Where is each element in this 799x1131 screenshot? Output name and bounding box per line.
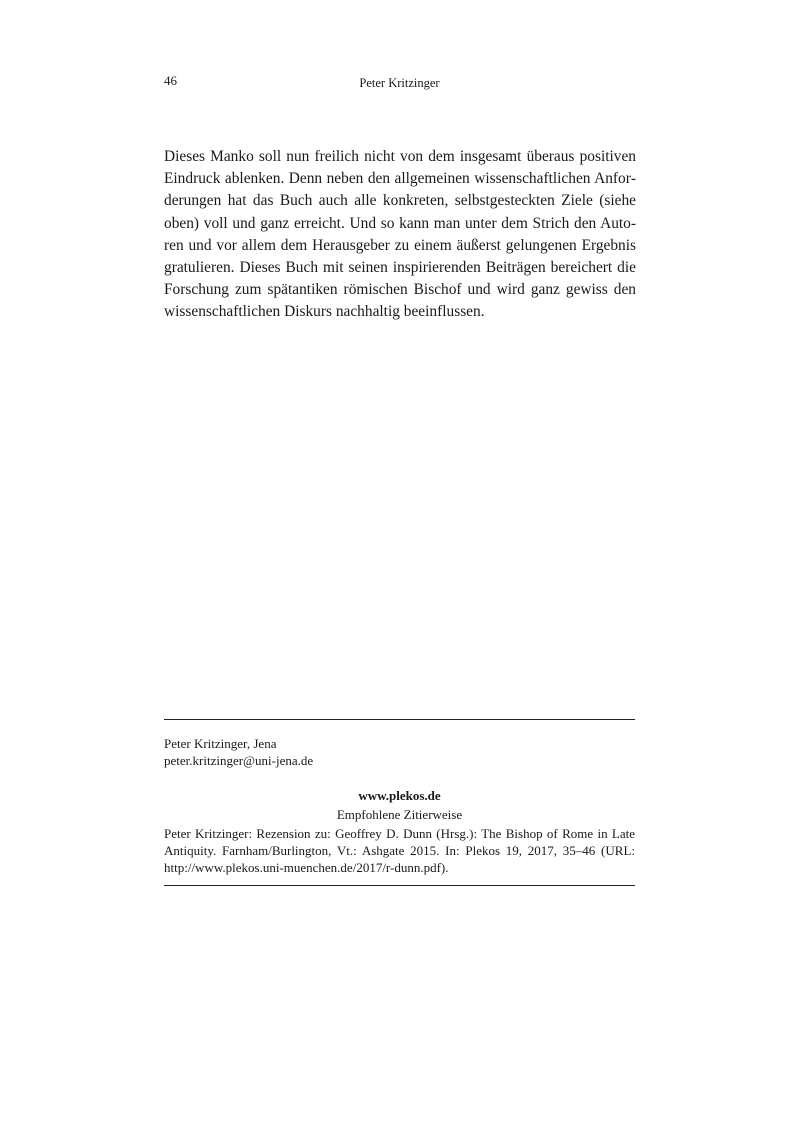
author-email: peter.kritzinger@uni-jena.de <box>164 753 314 768</box>
citation-line: Peter Kritzinger: Rezension zu: Geoffrey D. Dunn (Hrsg.): The Bishop of Rome in Late <box>164 826 635 841</box>
website-link[interactable]: www.plekos.de <box>358 788 441 803</box>
body-paragraph: Dieses Manko soll nun freilich nicht von dem insgesamt überaus positiven Eindruck ablenken. Denn neben den allgemeinen wissenschaftlichen Anforderungen hat das Buch auch alle konkreten, selbstgesteckten Ziele (siehe oben) voll und ganz erreicht. Und so kann man unter dem Strich den Autoren und vor allem dem Herausgeber zu einem äußerst gelungenen Ergebnis gratulieren. Dieses Buch mit seinen inspirierenden Beiträgen bereichert die Forschung zum spätantiken römischen Bischof und wird ganz gewiss den wissenschaftlichen Diskurs nachhaltig beeinflussen. <box>164 148 636 321</box>
citation-url-line[interactable]: http://www.plekos.uni-muenchen.de/2017/r-dunn.pdf). <box>164 860 449 875</box>
page-number: 46 <box>164 73 177 88</box>
citation-text <box>164 825 635 876</box>
author-block <box>164 735 313 769</box>
footer-bottom-rule <box>164 885 635 886</box>
citation-title: Empfohlene Zitierweise <box>336 807 463 822</box>
citation-line: Antiquity. Farnham/Burlington, Vt.: Ashgate 2015. In: Plekos 19, 2017, 35–46 (URL: <box>164 843 635 858</box>
running-header: Peter Kritzinger <box>359 76 440 90</box>
author-name-place: Peter Kritzinger, Jena <box>164 736 277 751</box>
footer-top-rule <box>164 719 635 720</box>
